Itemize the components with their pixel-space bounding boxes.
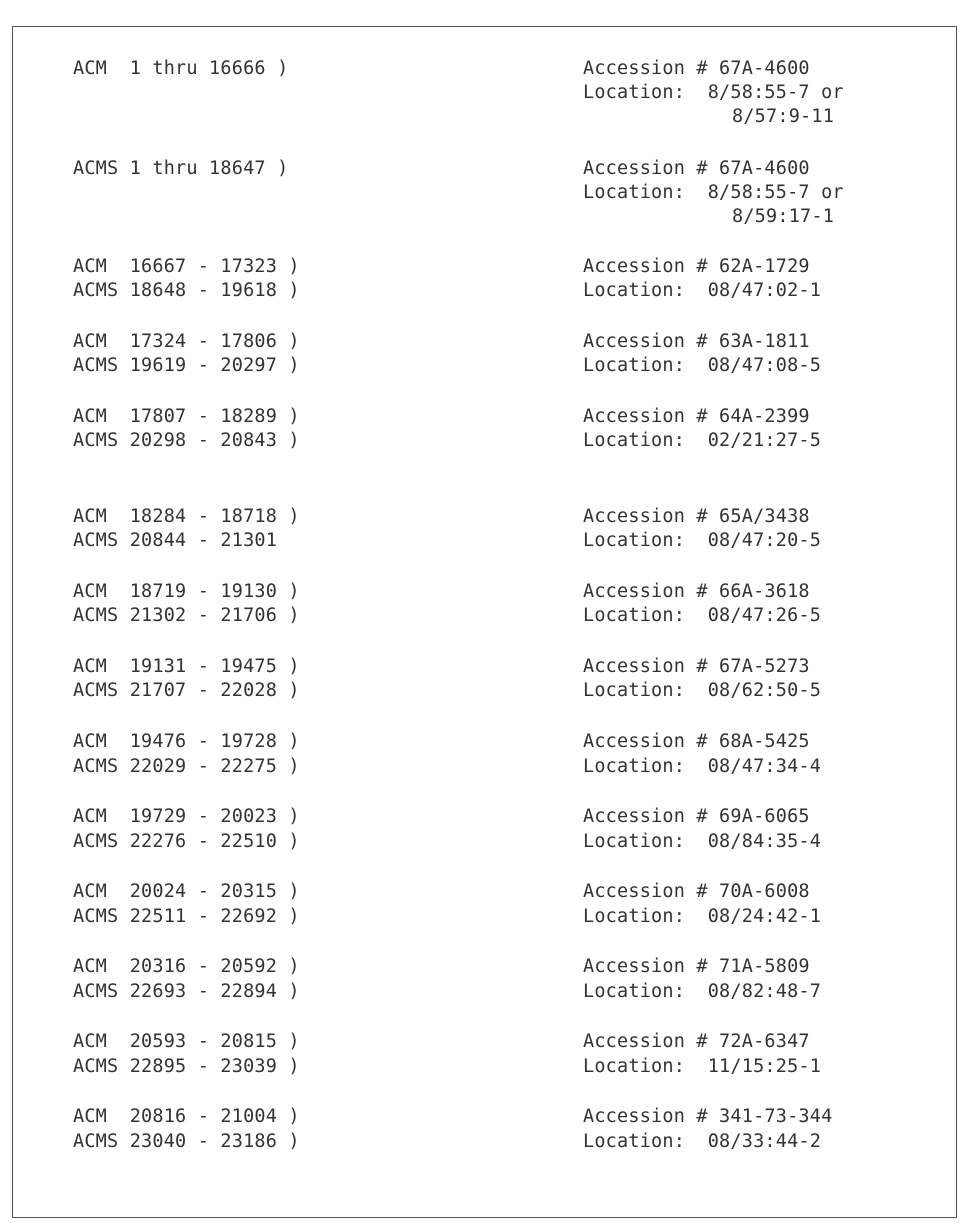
range-line: ACMS 20844 - 21301 [73, 530, 278, 551]
location-line: Location: 11/15:25-1 [583, 1056, 822, 1077]
range-line: ACMS 1 thru 18647 ) [73, 158, 289, 179]
range-line: ACM 18284 - 18718 ) [73, 506, 300, 527]
accession-line: Accession # 67A-4600 [583, 58, 810, 79]
range-line: ACMS 22895 - 23039 ) [73, 1056, 300, 1077]
document-frame [12, 26, 957, 1218]
location-line: Location: 02/21:27-5 [583, 430, 822, 451]
range-line: ACMS 22276 - 22510 ) [73, 831, 300, 852]
range-line: ACMS 22511 - 22692 ) [73, 906, 300, 927]
accession-line: Accession # 68A-5425 [583, 731, 810, 752]
location-line: Location: 08/47:26-5 [583, 605, 822, 626]
accession-line: Accession # 69A-6065 [583, 806, 810, 827]
location-line: Location: 08/82:48-7 [583, 981, 822, 1002]
accession-line: Accession # 67A-5273 [583, 656, 810, 677]
location-line: Location: 08/84:35-4 [583, 831, 822, 852]
range-line: ACM 19729 - 20023 ) [73, 806, 300, 827]
range-line: ACMS 21302 - 21706 ) [73, 605, 300, 626]
location-line: Location: 08/33:44-2 [583, 1131, 822, 1152]
range-line: ACMS 19619 - 20297 ) [73, 355, 300, 376]
accession-line: Accession # 65A/3438 [583, 506, 810, 527]
accession-line: Accession # 341-73-344 [583, 1106, 833, 1127]
range-line: ACM 18719 - 19130 ) [73, 581, 300, 602]
range-line: ACMS 23040 - 23186 ) [73, 1131, 300, 1152]
location-line: Location: 8/58:55-7 or [583, 82, 844, 103]
accession-line: Accession # 71A-5809 [583, 956, 810, 977]
accession-line: Accession # 64A-2399 [583, 406, 810, 427]
location-line: Location: 08/47:34-4 [583, 756, 822, 777]
accession-line: Accession # 70A-6008 [583, 881, 810, 902]
range-line: ACM 19131 - 19475 ) [73, 656, 300, 677]
range-line: ACM 1 thru 16666 ) [73, 58, 289, 79]
accession-line: Accession # 62A-1729 [583, 256, 810, 277]
location-line: Location: 8/58:55-7 or [583, 182, 844, 203]
range-line: ACM 20593 - 20815 ) [73, 1031, 300, 1052]
location-line: Location: 08/24:42-1 [583, 906, 822, 927]
range-line: ACM 16667 - 17323 ) [73, 256, 300, 277]
location-continuation: 8/57:9-11 [732, 106, 835, 127]
accession-line: Accession # 66A-3618 [583, 581, 810, 602]
accession-line: Accession # 72A-6347 [583, 1031, 810, 1052]
range-line: ACMS 18648 - 19618 ) [73, 280, 300, 301]
location-continuation: 8/59:17-1 [732, 206, 835, 227]
range-line: ACMS 22029 - 22275 ) [73, 756, 300, 777]
accession-line: Accession # 67A-4600 [583, 158, 810, 179]
location-line: Location: 08/47:08-5 [583, 355, 822, 376]
range-line: ACM 17807 - 18289 ) [73, 406, 300, 427]
accession-line: Accession # 63A-1811 [583, 331, 810, 352]
range-line: ACM 20816 - 21004 ) [73, 1106, 300, 1127]
location-line: Location: 08/47:20-5 [583, 530, 822, 551]
location-line: Location: 08/62:50-5 [583, 680, 822, 701]
range-line: ACMS 20298 - 20843 ) [73, 430, 300, 451]
range-line: ACMS 22693 - 22894 ) [73, 981, 300, 1002]
location-line: Location: 08/47:02-1 [583, 280, 822, 301]
range-line: ACM 19476 - 19728 ) [73, 731, 300, 752]
range-line: ACMS 21707 - 22028 ) [73, 680, 300, 701]
range-line: ACM 20024 - 20315 ) [73, 881, 300, 902]
range-line: ACM 17324 - 17806 ) [73, 331, 300, 352]
range-line: ACM 20316 - 20592 ) [73, 956, 300, 977]
